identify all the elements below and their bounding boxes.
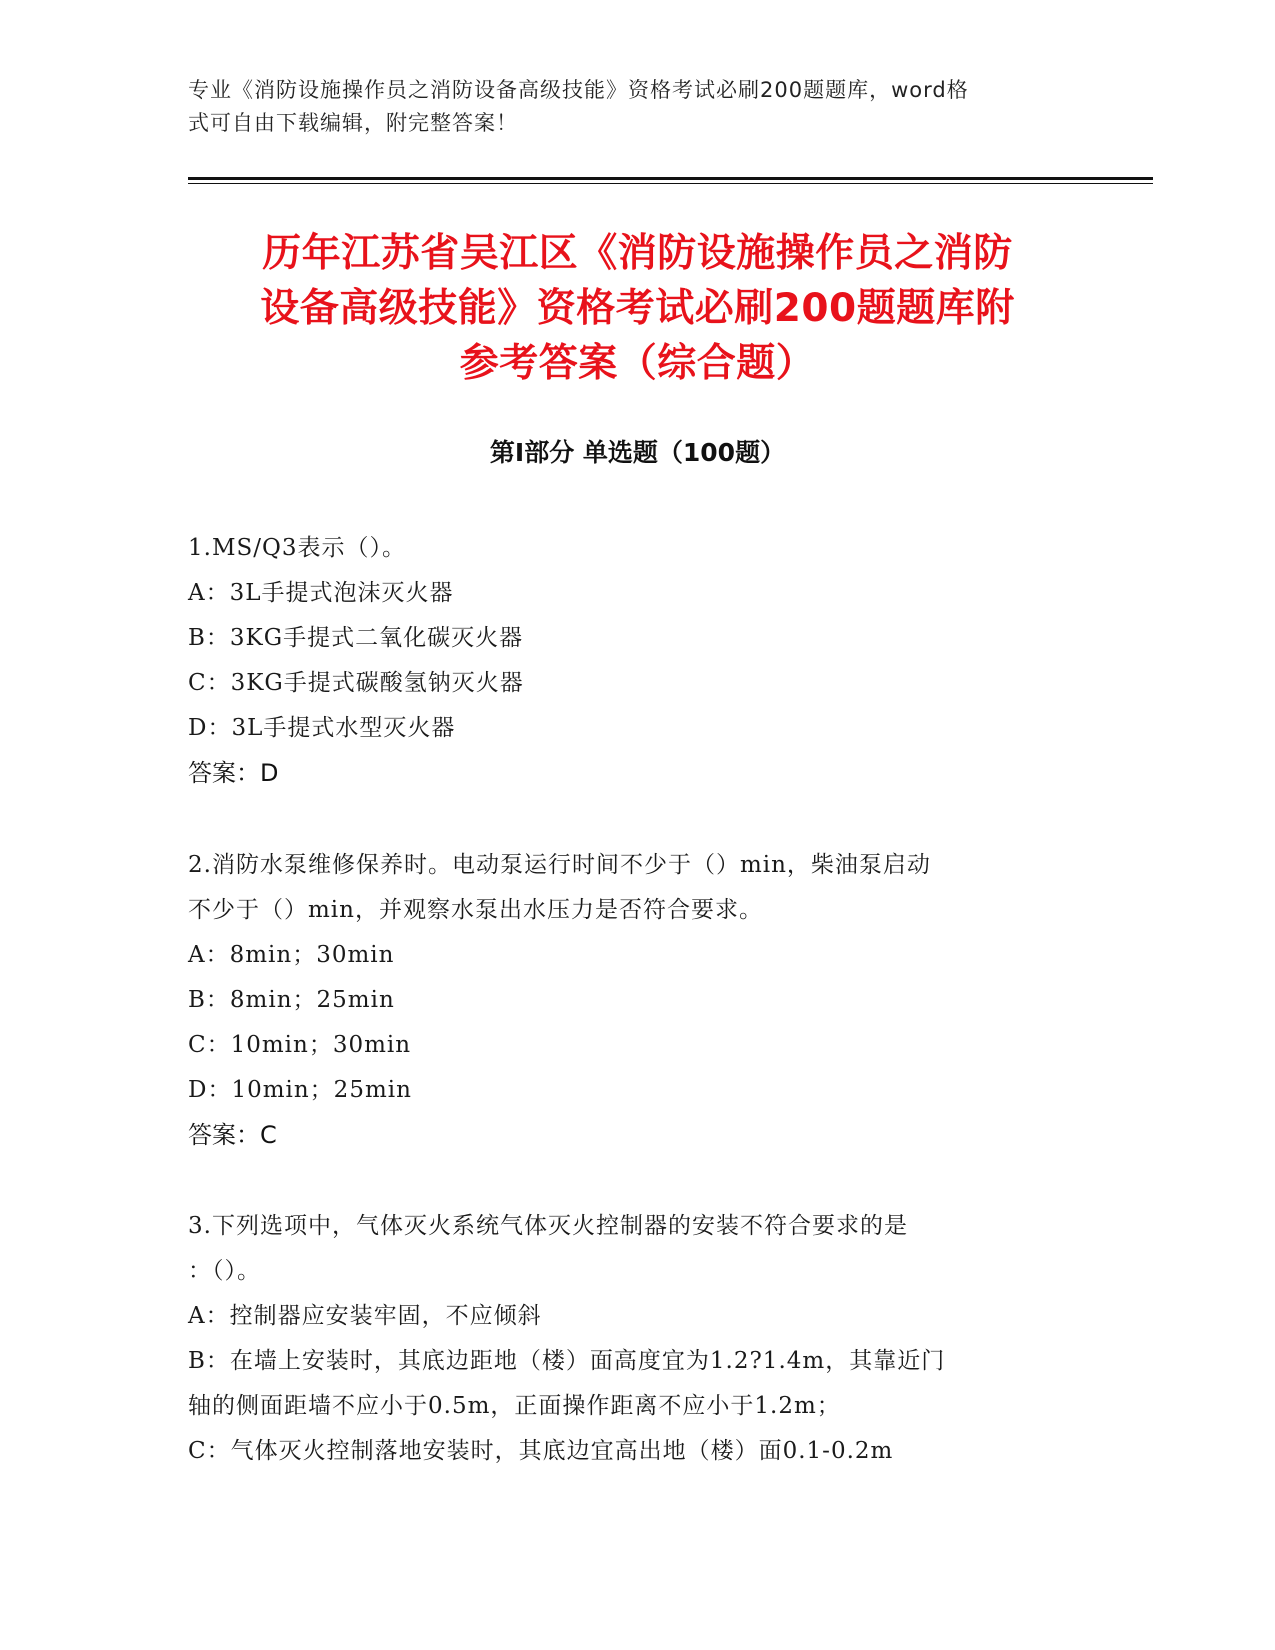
question-stem-continued: ：（）。 (188, 1258, 261, 1284)
question-stem: 3.下列选项中，气体灭火系统气体灭火控制器的安装不符合要求的是 (188, 1213, 908, 1239)
document-title (150, 226, 1125, 391)
option-b-continued: 轴的侧面距墙不应小于0.5m，正面操作距离不应小于1.2m； (188, 1393, 841, 1419)
question-stem: 2.消防水泵维修保养时。电动泵运行时间不少于（）min，柴油泵启动 (188, 852, 931, 878)
header-note (188, 74, 1078, 140)
document-title-line-3: 参考答案（综合题） (459, 341, 816, 386)
header-divider-thick (188, 177, 1153, 180)
section-title: 第Ⅰ部分 单选题（100题） (489, 438, 786, 467)
question-stem: 1.MS/Q3表示（）。 (188, 535, 406, 561)
option-a: A：控制器应安装牢固，不应倾斜 (188, 1303, 542, 1329)
question-3 (188, 1204, 1088, 1474)
option-c: C：3KG手提式碳酸氢钠灭火器 (188, 670, 524, 696)
option-d: D：10min；25min (188, 1077, 412, 1103)
option-c: C：气体灭火控制落地安装时，其底边宜高出地（楼）面0.1-0.2m (188, 1438, 894, 1464)
header-divider-thin (188, 183, 1153, 184)
option-a: A：3L手提式泡沫灭火器 (188, 580, 454, 606)
header-note-line-2: 式可自由下载编辑，附完整答案！ (188, 111, 518, 135)
option-b: B：3KG手提式二氧化碳灭火器 (188, 625, 524, 651)
option-b: B：在墙上安装时，其底边距地（楼）面高度宜为1.2?1.4m，其靠近门 (188, 1348, 946, 1374)
document-title-line-2: 设备高级技能》资格考试必刷200题题库附 (260, 286, 1015, 331)
question-stem-continued: 不少于（）min，并观察水泵出水压力是否符合要求。 (188, 897, 763, 923)
option-d: D：3L手提式水型灭火器 (188, 715, 456, 741)
header-note-line-1: 专业《消防设施操作员之消防设备高级技能》资格考试必刷200题题库，word格 (188, 78, 969, 102)
question-2 (188, 843, 1088, 1158)
option-b: B：8min；25min (188, 987, 395, 1013)
answer-label: 答案：C (188, 1121, 277, 1149)
option-a: A：8min；30min (188, 942, 395, 968)
document-title-line-1: 历年江苏省吴江区《消防设施操作员之消防 (262, 231, 1013, 276)
answer-label: 答案：D (188, 759, 279, 787)
question-1 (188, 526, 1088, 796)
option-c: C：10min；30min (188, 1032, 412, 1058)
